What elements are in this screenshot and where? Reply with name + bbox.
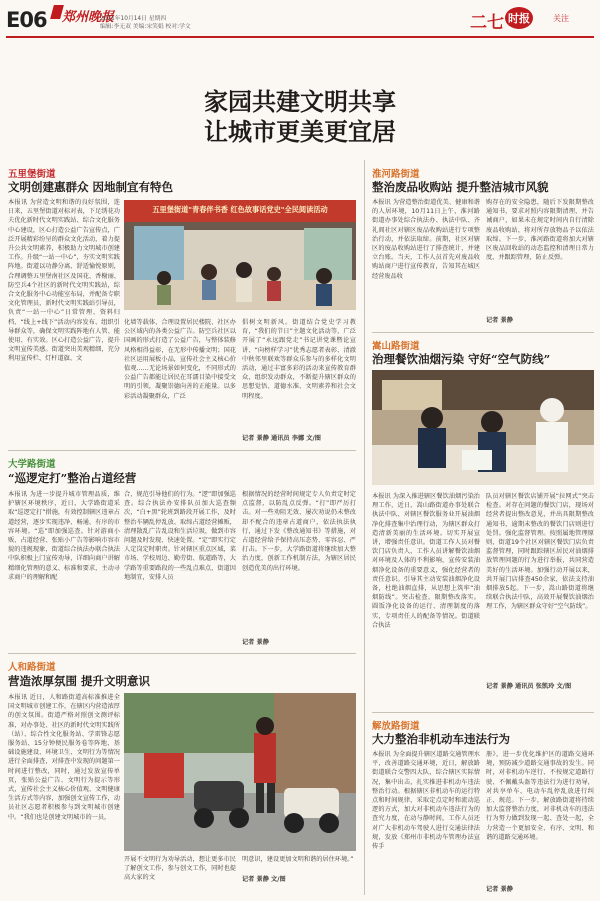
section-label-huaihelu: 淮河路街道 [372,169,420,180]
article-huaihelu-col1: 本报讯 为营造整治街道优美、健康和谐的人居环境，10月11日上午，淮河路街道办事处综合执法办、执法中队、齐礼阎社区对辖区废品收购站进行专项整治行动，并依法取缔。前期，社区对辖区的废品收购站进行了排查统计，并建立台账。当天，工作人员首先对废品收购站商户进行宣传教育，告知其在城区经营废品收 [372,199,480,280]
page-number: E06 [6,8,47,32]
article-daxuelu-col3: 根据情况的经营时间规定专人负责定时定点监督，以防乱点反弹。“打”即严厉打击。对一些劝阻无效、屡次劝说仍未整改却不配合的违章占道商户，依法执法执行，通过下发《整改通知书》等措施，对占道经营给予保持高压态势、零容忍、严打击。下一步，大学路街道将继续加大整治力度，创新工作机制方法，为辖区居民创造优美的出行环境。 [242,491,356,572]
column-divider [364,160,365,895]
article-jiefanglu-col1: 本报讯 为全面提升辖区道路交通管理水平，改善道路交通环境，近日，解放路街道联合交警四大队，综合辖区实际情况，集中出击，扎实推进非机动车违法整治行动。根据辖区非机动车的运行特点和时间规律，采取定点定时和流动巡逻的方式，加大对非机动车违法行为的查究力度，在动与静时间，工作人员还对广大非机动车驾驶人进行交通法律法规，发放《郑州市非机动车管理办法宣传手 [372,751,480,851]
section-divider [372,712,594,713]
section-label-renhelu: 人和路街道 [8,662,56,673]
article-daxuelu-col2: 合，规范引导他们的行为。“逻”即加强巡查。综合执法办安排队员加大巡查频次，“白+黑”轮班到路段开展工作，及时整治车辆乱停乱放、取缔占道经营摊贩，清理散乱广告乱设和生活垃圾，做到市容问题及时发现、快速处置。“定”即实行定人定岗定时职责。针对辖区重点区域，菜市场、学校周边、勤劳街、航道路等，大学路等重要路段的一些乱点难点，街道因地制宜，安排人员 [124,491,236,581]
headline-renhelu: 营造浓厚氛围 提升文明意识 [8,674,151,688]
article-wulibao-col2: 化墙等载体，合理设置居民楼院、社区办公区域内的各类公益广告。防空兵社区以国画的形式打造了公益广告，与整体装修风格相得益彰，在无形中传播文明；国花社区运用展板小品，宣传社会主义核心价值观……无论场景如何变化，不同形式的公益广告都能让居民在耳濡目染中接受文明的引领，凝聚崇德向善的正能量。以多彩活动凝聚群众，广泛 [124,319,236,400]
article-renhelu-col3: 明意识，建设更加文明和谐的居住环境。” [242,856,354,863]
photo-kitchen-inspection [372,370,594,485]
article-songshanlu-col2: 队员对辖区餐饮店铺开展“拉网式”突击检查。对存在问题的餐饮门店，现场对经营者提出整改意见，并出具限期整改通知书，逾期未整改的餐饮门店则进行处罚。强化监督管理。按照属地管理原则，街道19个社区对辖区餐饮门店负责监督管理，同时跟踪辖区居民对油烟排放管理问题的行为进行举报，共同营造美好的生活环境。加强行动开展以来，共开展门店排查450余家，依法支持油烟排放5起。下一步，嵩山路街道将继续联合执法中队，高效开展餐饮油烟治理工作，为辖区群众守好“空气防线”。 [486,493,594,611]
section-divider [372,332,594,333]
article-wulibao-col1: 本报讯 为营造文明和谐的良好氛围，连日来，五里堡街道对标对表，下足绣花功夫优化新时代文明实践站、综合文化服务中心建设，区心打造公益广告宣传点，广泛开展精彩纷呈的群众文化活动，着力提升公共文明素养，积极助力文明城市创建工作。升级“一站一中心”，夯实文明实践阵地。街道以功静分离、舒适愉悦原则，合理调整五里堡南社区及国花、香榭丽、防空兵4个社区的新时代文明实践站，综合文化服务中心功能室布局，并配备专职文化管理员，新时代文明实践站引导员，负责“一站一中心”日常管理、资料归档、“线上+线下”活动内容发布、组织引导群众等，确保文明实践阵地有人管、能使用、有实效。区心打造公益广告，提升文明宣传美感。街道突出美观精细，充分利用宣传栏、灯杆道旗、文 [8,199,120,363]
section-label-jiefanglu: 解放路街道 [372,721,420,732]
section-subtitle: 关注 [553,14,569,23]
headline-wulibao: 文明创建惠群众 因地制宜有特色 [8,180,174,194]
byline-huaihelu: 记者 景静 [486,317,513,324]
article-jiefanglu-col2: 册》，进一步优化维护区的道路交通环境，预防减少道路交通事故的发生。同时，对非机动车逆行、不按规定道路行驶、不佩戴头盔等违法行为进行劝导，对共享单车、电动车乱停乱放进行纠正、规范。下一步，解放路街道将持续加大监督整治力度，对非机动车的违法行为努力做到发现一起、查处一起，全力营造一个更加安全、有序、文明、和谐的道路交通环境。 [486,751,594,841]
editor-credits: 编辑:李无双 美编:宋笑娟 校对:学文 [100,24,191,30]
newspaper-name: 郑州晚报 [62,10,115,25]
section-divider [8,450,356,451]
article-renhelu-col2: 开展不文明行为劝导活动，想让更多市民了解创文工作，参与创文工作，同时也提高大家的文 [124,856,236,882]
headline-songshanlu: 治理餐饮油烟污染 守好“空气防线” [372,352,551,366]
article-daxuelu-col1: 本报讯 为进一步提升城市管理品质，维护辖区环境秩序，近日，大学路街道采取“巡逻定打”措施，有效控制辖区违章占道经营，逐步实现违净、畅通、有序的市容环境。“巡”即加强巡查。针对游商小贩、占道经营、张贴小广告等影响市容市貌的违规现象，街道综合执法办联合执法中队积极上门宣传劝导，详细向商户讲解精细化管理的意义、标准和要求，主动寻求商户的理解和配 [8,491,120,581]
byline-daxuelu: 记者 景静 [242,639,269,646]
page-title-line2: 让城市更美更宜居 [204,117,396,146]
section-divider [8,653,356,654]
issue-date: 2021年10月14日 星期四 [100,16,167,22]
byline-jiefanglu: 记者 景静 [486,886,513,893]
headline-jiefanglu: 大力整治非机动车违法行为 [372,732,510,746]
article-wulibao-col3: 倡树文明新风。街道结合党史学习教育，“我们的节日”主题文化活动等，广泛开展了“永远跟党走”书记讲党课暨论宣讲、“向榜样学习”优秀志愿者表彰、清澈中秋邻里联欢等群众乐参与的多样化文明活动，通过丰富多彩的活动来宣传教育群众，组织发动群众，不断提升辖区群众的思想觉悟、道德水准、文明素养和社会文明程度。 [242,319,356,400]
page-title-line1: 家园共建文明共享 [204,87,396,116]
section-label-wulibao: 五里堡街道 [8,169,56,180]
byline-wulibao: 记者 景静 通讯员 李娜 文/图 [242,435,321,442]
byline-renhelu: 记者 景静 文/图 [242,876,286,883]
headline-huaihelu: 整治废品收购站 提升整洁城市风貌 [372,180,549,194]
article-renhelu-col1: 本报讯 近日，人和路街道高标准推进全国文明城市创建工作，在辖区内营造浓厚的创文氛围。街道严格对照创文测评标准，对办事处、社区的新时代文明实践所（站）、综合性文化服务站、学雷锋志愿服务站、15分钟便民服务卷等阵地、基础设施建设、环境卫生、文明行为等情况进行全面排查，对排查中发现的问题第一时间进行整改，同时，通过发放宣传单页，张贴公益广告、文明行为提示等形式，宣传社会主义核心价值观、文明健康生活方式等内容，加强创文宣传工作，动员社区志愿者积极参与到文明城市创建中。“我们也是创建文明城市的一员， [8,694,120,821]
section-label-songshanlu: 嵩山路街道 [372,341,420,352]
header-rule [6,36,594,38]
byline-songshanlu: 记者 景静 通讯员 张凯玲 文/图 [486,683,572,690]
section-brand-badge: 时报 [505,7,533,29]
headline-daxuelu: “巡逻定打”整治占道经营 [8,471,137,485]
photo-banner-text: 五里堡街道"青春伴书香 红色故事话党史"全民阅读活动 [124,203,356,217]
article-huaihelu-col2: 购存在的安全隐患，随后下发限期整改通知书，要求对照内容限期清理，并告诫商户，如果未在规定时间内自行清除废品收购站，将对所存放物品予以依法取缔。下一步，淮河路街道将加大对辖区废品回收站的动态监控和清理日常力度，并跟踪管理，防止反弹。 [486,199,594,262]
article-songshanlu-col1: 本报讯 为深入推进辖区餐饮油烟污染治理工作，近日，嵩山路街道办事处联合执法中队、对辖区餐饮服务业开展油烟净化排查集中治理行动，为辖区群众打造清新美丽的生活环境。切实开展宣讲，增强责任意识。街道工作人员对餐饮门店负责人、工作人员讲解餐饮油烟对环境及人体的不利影响，宣传安装油烟净化设备的重要意义，强化经营者的责任意识。引导其主动安装油烟净化设备，杜绝油烟直排，从思想上筑牢“油烟防线”。突击检查，限期整改落实。圆饭净化设备的运行、清理制度的落实，专项责任人的配备等情况。街道联合执法 [372,493,480,629]
section-brand: 二七 [470,13,504,33]
photo-volunteer-street [124,693,356,851]
section-label-daxuelu: 大学路街道 [8,459,56,470]
